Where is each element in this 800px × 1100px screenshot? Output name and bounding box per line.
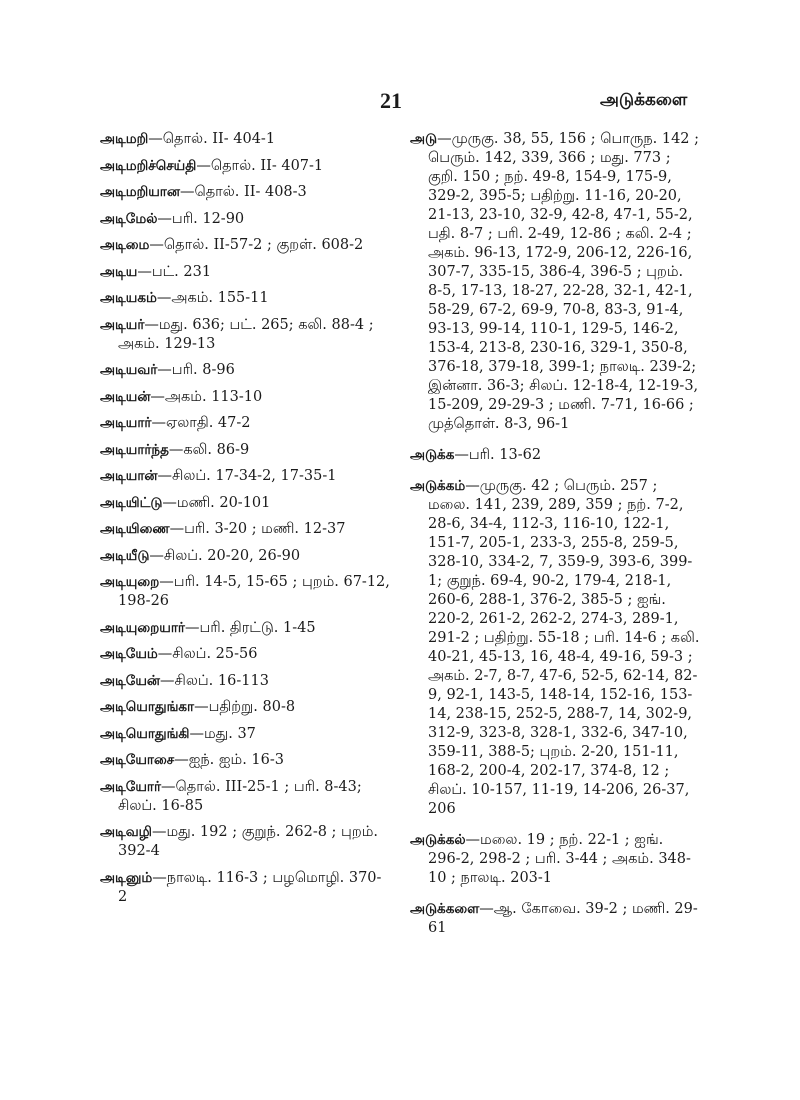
entry-refs: —சிலப். 17-34-2, 17-35-1 <box>157 468 337 484</box>
entry-head: அடியான் <box>100 468 158 484</box>
entry-refs: —சிலப். 20-20, 26-90 <box>149 547 301 564</box>
page-number: 21 <box>380 88 402 113</box>
index-entry <box>100 823 390 861</box>
entry-refs: —பரி. திரட்டு. 1-45 <box>184 619 316 636</box>
entry-head: அடினும் <box>100 869 153 886</box>
entry-head: அடியிணை <box>100 521 170 537</box>
entry-refs: —ஏலாதி. 47-2 <box>151 415 251 431</box>
index-entry <box>100 672 390 691</box>
index-entry <box>100 494 390 513</box>
entry-head: அடுக்க <box>410 447 455 463</box>
left-column <box>100 130 390 914</box>
entry-head: அடிமறி <box>100 131 149 147</box>
index-entry <box>100 361 390 380</box>
entry-head: அடிமேல் <box>100 210 158 227</box>
entry-head: அடியவர் <box>100 362 158 378</box>
entry-refs: —ஆ. கோவை. 39-2 ; மணி. 29-61 <box>428 901 698 936</box>
index-entry <box>100 645 390 664</box>
index-entry <box>410 900 700 938</box>
entry-refs: —தொல். II- 404-1 <box>148 131 276 147</box>
entry-head: அடியுறையார் <box>100 619 185 636</box>
entry-head: அடுக்கம் <box>410 478 466 494</box>
entry-head: அடியார் <box>100 415 152 431</box>
entry-head: அடிவழி <box>100 824 152 840</box>
entry-refs: —பரி. 14-5, 15-65 ; புறம். 67-12, 198-26 <box>118 574 390 609</box>
entry-refs: —அகம். 113-10 <box>150 388 263 405</box>
entry-refs: —மலை. 19 ; நற். 22-1 ; ஐங். 296-2, 298-2 ; பரி. 3-44 ; அகம். 348-10 ; நாலடி. 203-1 <box>428 832 691 886</box>
index-entry <box>100 698 390 717</box>
index-entry <box>100 547 390 566</box>
index-entry <box>100 210 390 229</box>
index-entry <box>100 751 390 770</box>
entry-head: அடியிட்டு <box>100 494 163 511</box>
entry-refs: —பரி. 13-62 <box>454 447 542 463</box>
entry-head: அடியகம் <box>100 290 157 306</box>
running-head: அடுக்களை <box>600 90 688 110</box>
index-entry <box>410 130 700 434</box>
index-entry <box>100 778 390 816</box>
entry-refs: —முருகு. 42 ; பெரும். 257 ; மலை. 141, 239, 289, 359 ; நற். 7-2, 28-6, 34-4, 112-3, 116-10, 122-1, 151-7, 205-1, 233-3, 255-8, 259-5, 328-10, 334-2, 7, 359-9, 393-6, 399-1; குறுந். 69-4, 90-2, 179-4, 218-1, 260-6, 288-1, 376-2, 385-5 ; ஐங். 220-2, 261-2, 262-2, 274-3, 289-1, 291-2 ; பதிற்று. 55-18 ; பரி. 14-6 ; கலி. 40-21, 45-13, 16, 48-4, 49-16, 59-3 ; அகம். 2-7, 8-7, 47-6, 52-5, 62-14, 82-9, 92-1, 143-5, 148-14, 152-16, 153-14, 238-15, 252-5, 288-7, 14, 302-9, 312-9, 323-8, 328-1, 332-6, 347-10, 359-11, 388-5; புறம். 2-20, 151-11, 168-2, 200-4, 202-17, 374-8, 12 ; சிலப். 10-157, 11-19, 14-206, 26-37, 206 <box>428 478 700 817</box>
index-entry <box>100 263 390 282</box>
entry-head: அடு <box>410 131 438 147</box>
entry-refs: —ஐந். ஐம். 16-3 <box>174 752 284 768</box>
entry-head: அடியேம் <box>100 646 158 662</box>
index-entry <box>100 183 390 202</box>
index-entry <box>100 573 390 611</box>
entry-head: அடுக்கல் <box>410 832 466 848</box>
index-entry <box>100 157 390 176</box>
entry-refs: —பட். 231 <box>137 263 212 280</box>
index-entry <box>100 869 390 907</box>
entry-head: அடியேன் <box>100 672 160 689</box>
entry-head: அடிமறிச்செய்தி <box>100 157 197 174</box>
index-entry <box>100 236 390 255</box>
entry-head: அடியன் <box>100 388 151 405</box>
entry-head: அடியர் <box>100 316 145 333</box>
index-entry <box>100 130 390 149</box>
entry-head: அடியொதுங்கி <box>100 725 190 742</box>
entry-refs: —கலி. 86-9 <box>168 441 250 458</box>
entry-refs: —பரி. 3-20 ; மணி. 12-37 <box>169 521 346 537</box>
entry-refs: —மணி. 20-101 <box>162 494 271 511</box>
entry-head: அடியுறை <box>100 574 160 590</box>
entry-refs: —தொல். III-25-1 ; பரி. 8-43; சிலப். 16-85 <box>118 778 362 814</box>
entry-refs: —பரி. 12-90 <box>157 210 245 227</box>
entry-refs: —மது. 636; பட். 265; கலி. 88-4 ; அகம். 129-13 <box>118 316 374 352</box>
index-entry <box>100 520 390 539</box>
index-entry <box>100 467 390 486</box>
index-entry <box>100 725 390 744</box>
entry-refs: —மது. 192 ; குறுந். 262-8 ; புறம். 392-4 <box>118 824 378 859</box>
entry-head: அடியோசை <box>100 752 175 768</box>
index-entry <box>100 289 390 308</box>
entry-head: அடிமை <box>100 237 150 253</box>
index-entry <box>410 446 700 465</box>
index-entry <box>100 619 390 638</box>
index-entry <box>100 414 390 433</box>
entry-refs: —நாலடி. 116-3 ; பழமொழி. 370-2 <box>118 869 382 905</box>
entry-refs: —சிலப். 16-113 <box>160 672 269 689</box>
right-column <box>410 130 700 950</box>
entry-refs: —மது. 37 <box>189 725 256 742</box>
entry-refs: —முருகு. 38, 55, 156 ; பொருந. 142 ; பெரும். 142, 339, 366 ; மது. 773 ; குறி. 150 ; நற். 49-8, 154-9, 175-9, 329-2, 395-5; பதிற்று. 11-16, 20-20, 21-13, 23-10, 32-9, 42-8, 47-1, 55-2, பதி. 8-7 ; பரி. 2-49, 12-86 ; கலி. 2-4 ; அகம். 96-13, 172-9, 206-12, 226-16, 307-7, 335-15, 386-4, 396-5 ; புறம். 8-5, 17-13, 18-27, 22-28, 32-1, 42-1, 58-29, 67-2, 69-9, 70-8, 83-3, 91-4, 93-13, 99-14, 110-1, 129-5, 146-2, 153-4, 213-8, 230-16, 329-1, 350-8, 376-18, 379-18, 399-1; நாலடி. 239-2; இன்னா. 36-3; சிலப். 12-18-4, 12-19-3, 15-209, 29-29-3 ; மணி. 7-71, 16-66 ; முத்தொள். 8-3, 96-1 <box>428 131 700 432</box>
index-entry <box>410 477 700 819</box>
entry-head: அடிமறியான <box>100 184 180 200</box>
index-entry <box>100 388 390 407</box>
entry-head: அடியொதுங்கா <box>100 699 195 715</box>
index-entry <box>410 831 700 888</box>
entry-head: அடுக்களை <box>410 901 480 917</box>
entry-refs: —பரி. 8-96 <box>157 362 235 378</box>
entry-refs: —தொல். II- 407-1 <box>196 157 324 174</box>
entry-refs: —பதிற்று. 80-8 <box>194 699 296 715</box>
index-entry <box>100 441 390 460</box>
entry-refs: —அகம். 155-11 <box>156 290 269 306</box>
entry-head: அடிய <box>100 263 138 280</box>
index-entry <box>100 316 390 354</box>
entry-head: அடியோர் <box>100 778 162 795</box>
entry-head: அடியீடு <box>100 547 150 564</box>
entry-head: அடியார்ந்த <box>100 441 169 458</box>
entry-refs: —தொல். II-57-2 ; குறள். 608-2 <box>149 237 364 253</box>
entry-refs: —தொல். II- 408-3 <box>179 184 307 200</box>
entry-refs: —சிலப். 25-56 <box>157 646 258 662</box>
